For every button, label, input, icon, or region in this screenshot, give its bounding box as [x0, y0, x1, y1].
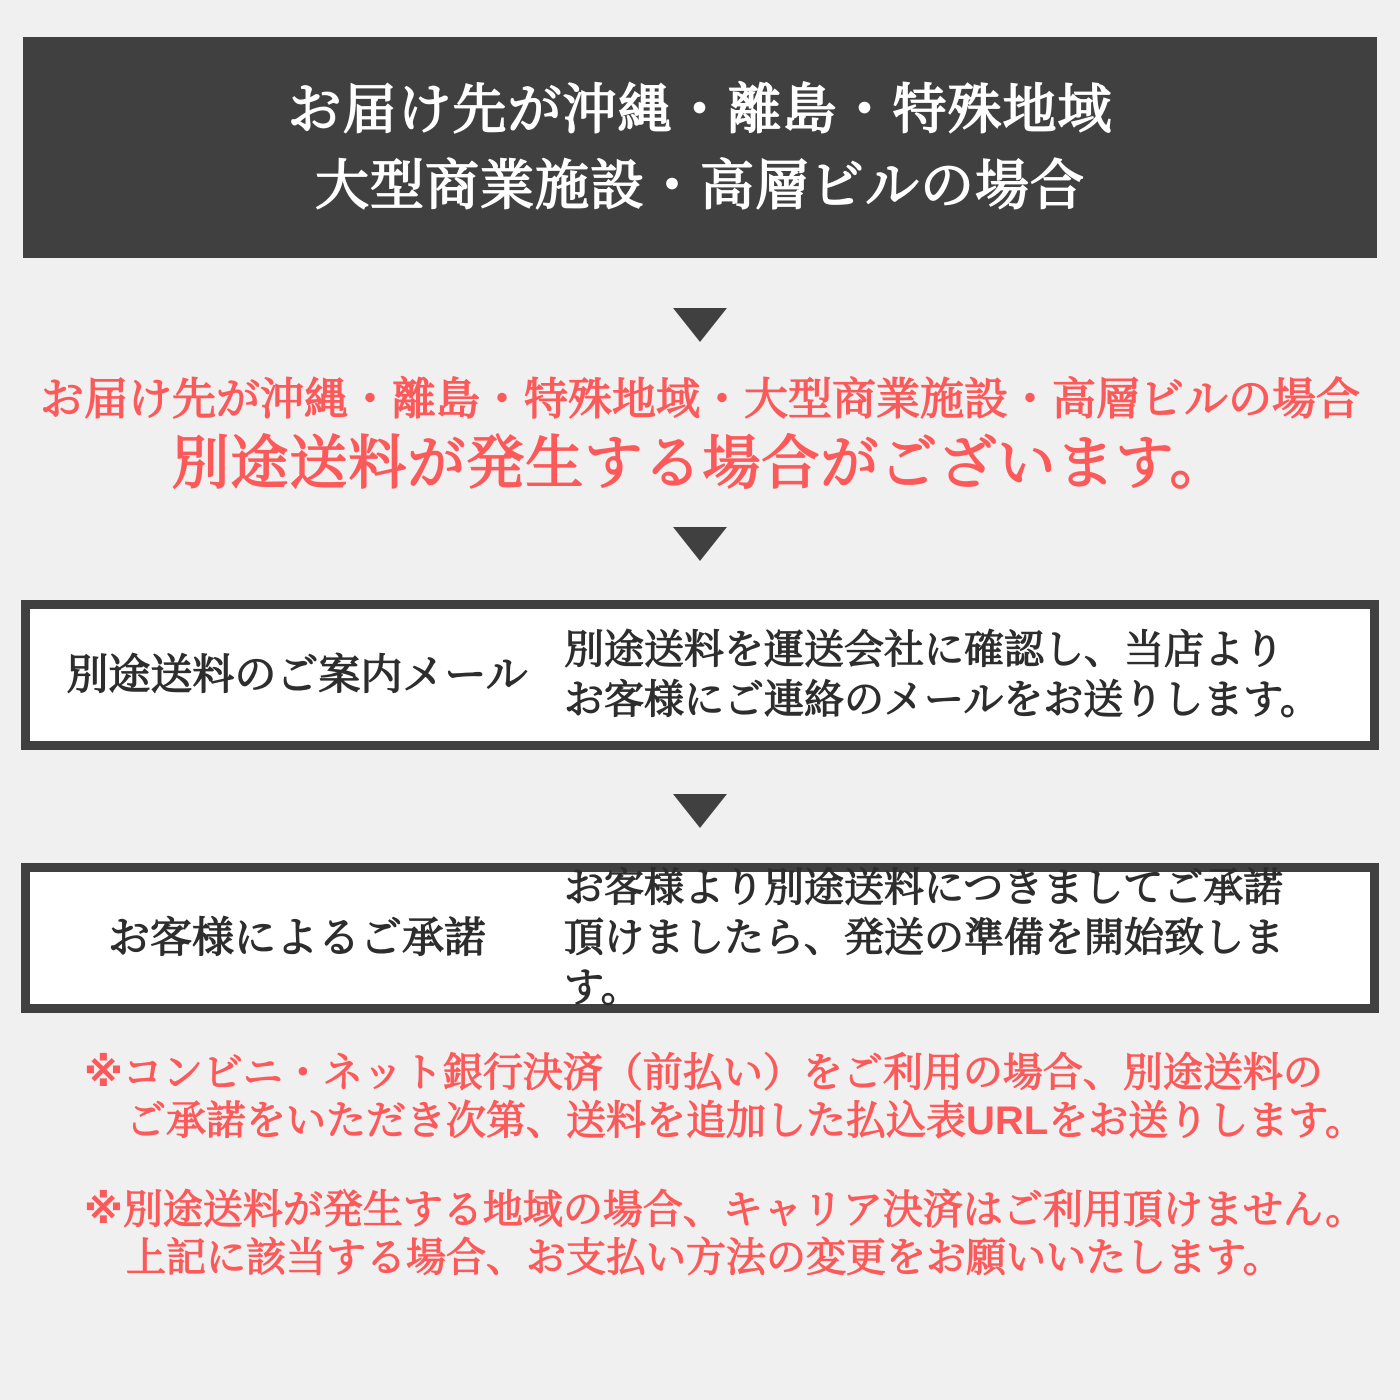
step-description [564, 625, 1370, 725]
down-arrow-icon [673, 527, 727, 561]
header-line2: 大型商業施設・高層ビルの場合 [315, 155, 1085, 216]
header-banner [23, 37, 1377, 258]
down-arrow-icon [673, 308, 727, 342]
lead-condition-text: お届け先が沖縄・離島・特殊地域・大型商業施設・高層ビルの場合 [40, 375, 1360, 424]
step-desc-line2: 頂けましたら、発送の準備を開始致します。 [564, 916, 1284, 1010]
lead-extra-fee-text: 別途送料が発生する場合がございます。 [171, 431, 1229, 496]
step-box-fee-notification-email [21, 600, 1379, 750]
down-arrow-icon [673, 794, 727, 828]
note-carrier-payment [84, 1186, 1370, 1282]
step-box-customer-approval [21, 863, 1379, 1013]
step-desc-line1: お客様より別途送料につきましてご承諾 [564, 866, 1284, 910]
step-description [564, 863, 1370, 1013]
note-line2: ご承諾をいただき次第、送料を追加した払込表URLをお送りします。 [126, 1099, 1366, 1143]
header-line1: お届け先が沖縄・離島・特殊地域 [287, 79, 1113, 140]
step-label: お客様によるご承諾 [107, 914, 486, 961]
note-prepayment-url [84, 1049, 1370, 1145]
note-line1: ※別途送料が発生する地域の場合、キャリア決済はご利用頂けません。 [84, 1188, 1366, 1232]
step-label: 別途送料のご案内メール [66, 651, 528, 698]
step-desc-line2: お客様にご連絡のメールをお送りします。 [564, 678, 1320, 722]
lead-message [0, 372, 1400, 500]
note-line1: ※コンビニ・ネット銀行決済（前払い）をご利用の場合、別途送料の [84, 1051, 1323, 1095]
note-line2: 上記に該当する場合、お支払い方法の変更をお願いいたします。 [126, 1236, 1283, 1280]
step-desc-line1: 別途送料を運送会社に確認し、当店より [564, 628, 1284, 672]
